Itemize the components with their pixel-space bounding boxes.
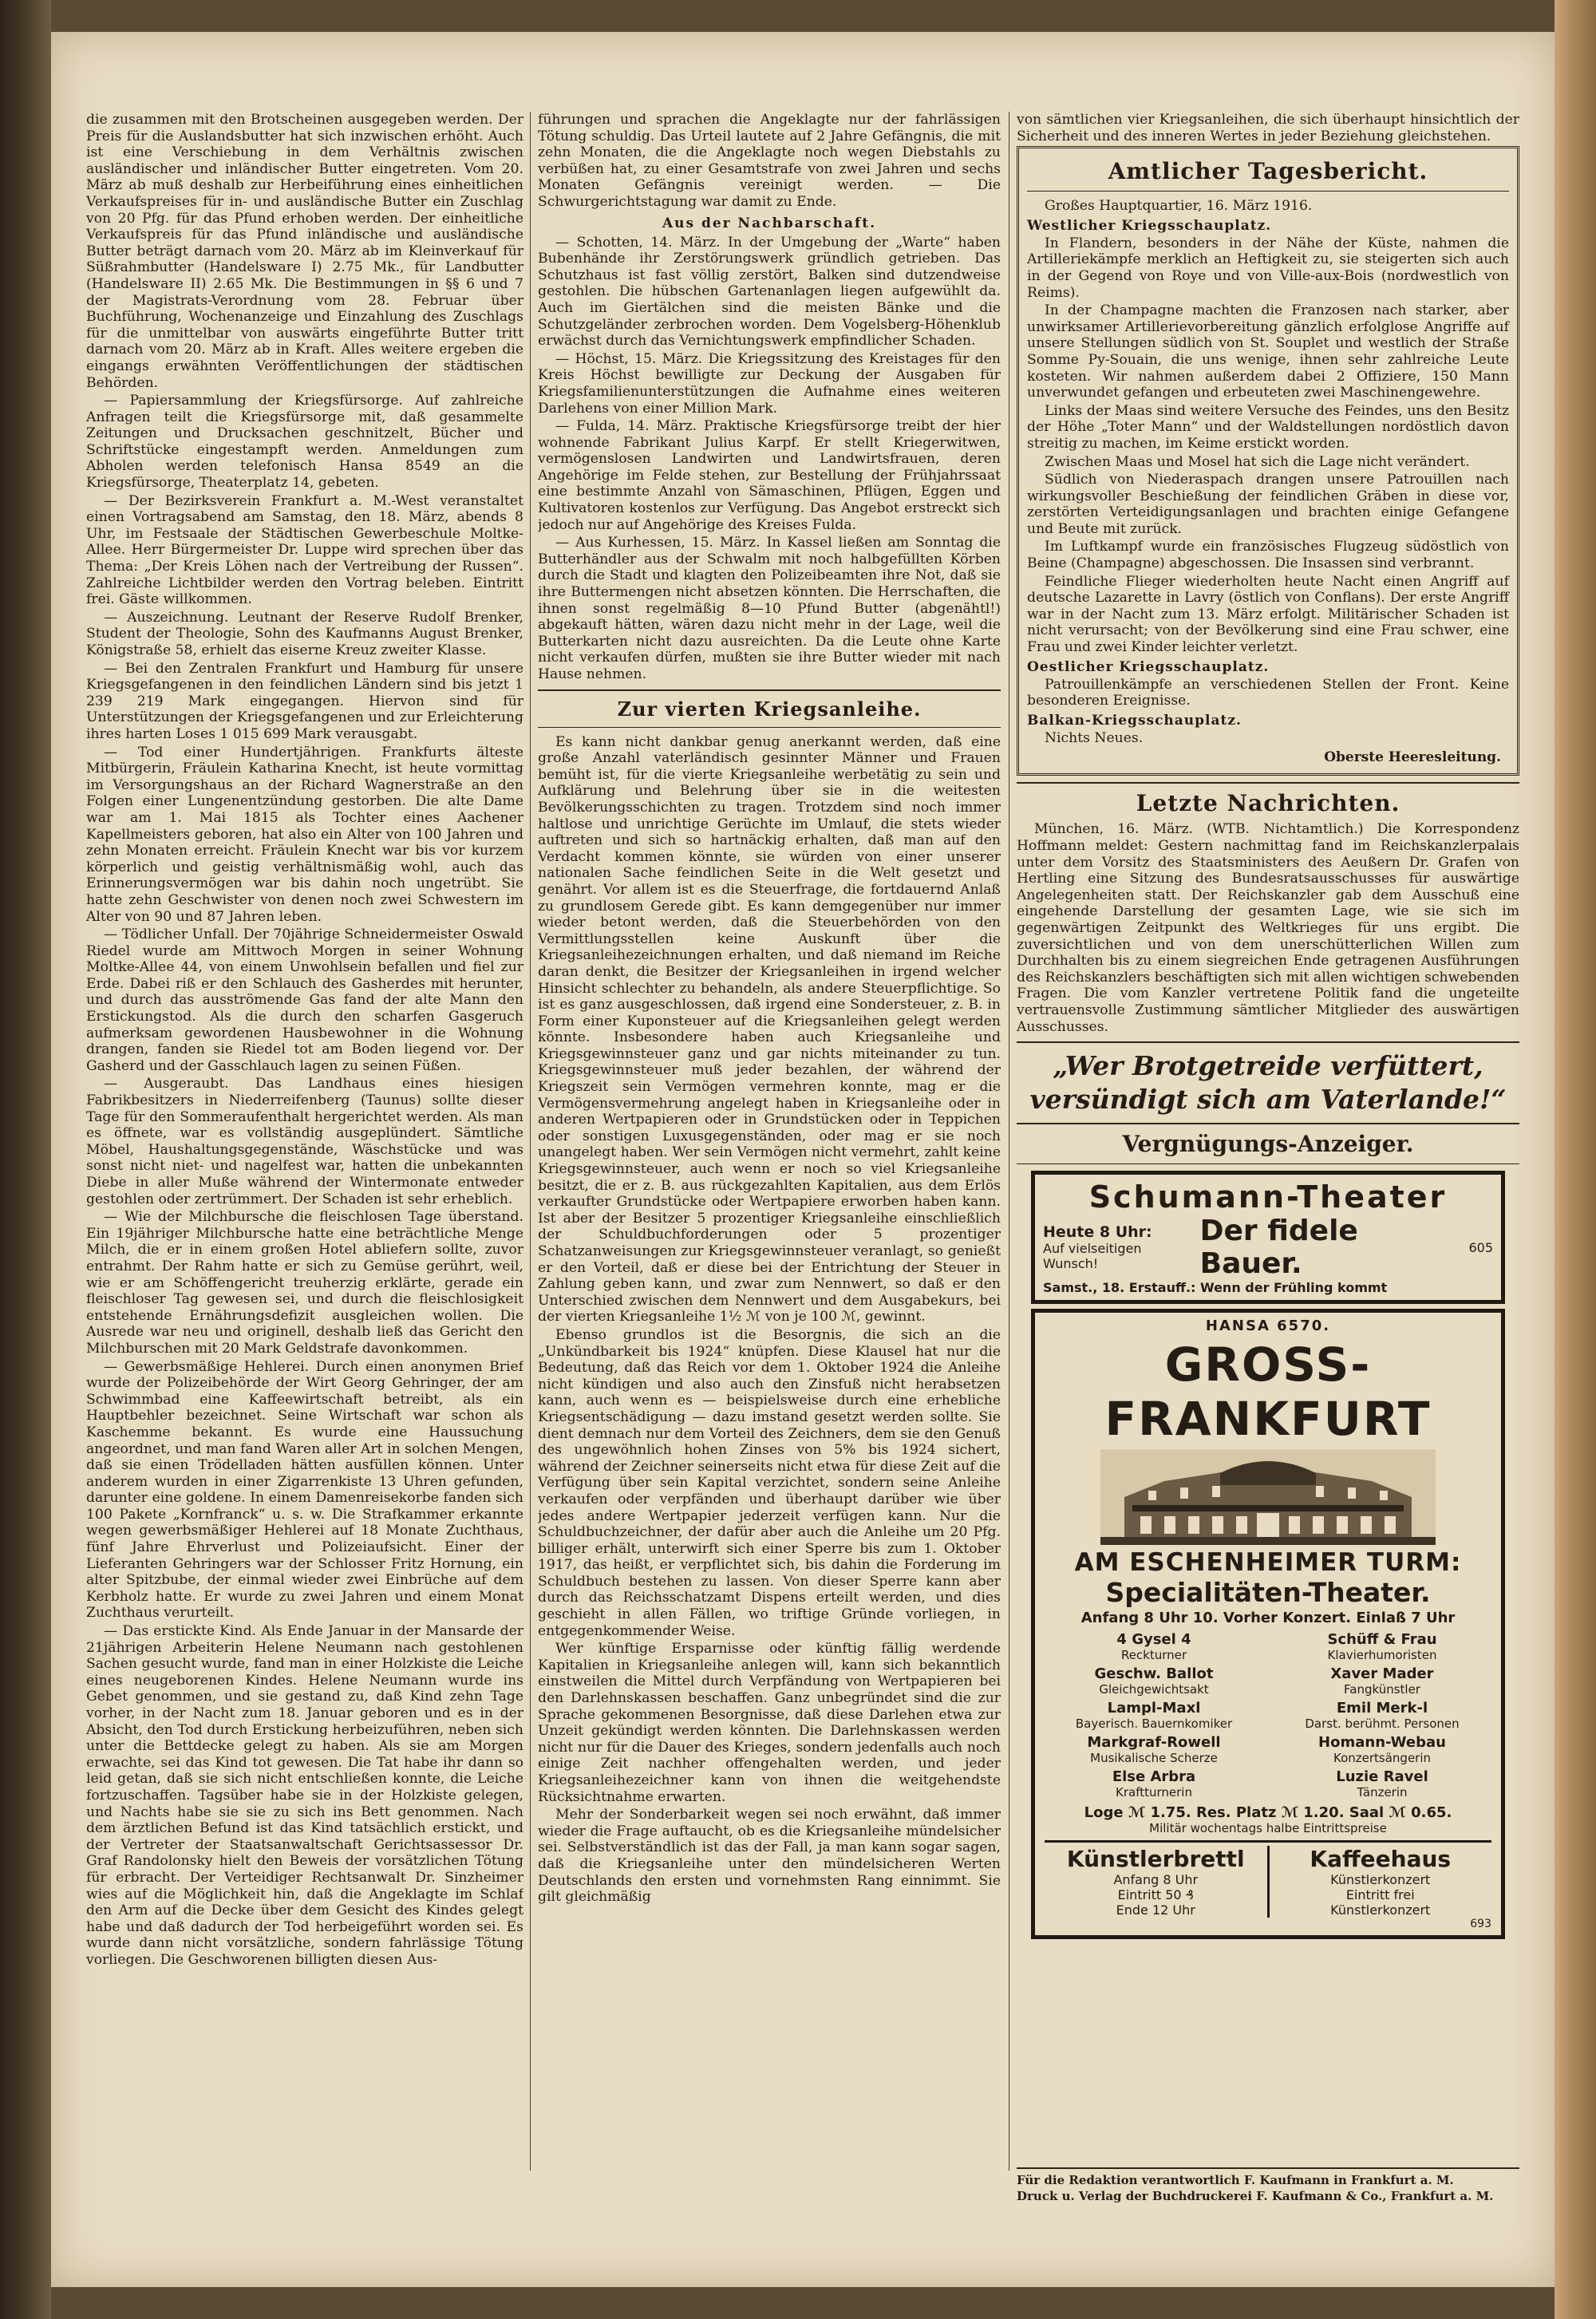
- book-binding: [0, 0, 51, 2319]
- ad-gf-times: Anfang 8 Uhr 10. Vorher Konzert. Einlaß 7 Uhr: [1080, 1610, 1456, 1627]
- ad-gf-prices: Loge ℳ 1.75. Res. Platz ℳ 1.20. Saal ℳ 0.65.: [1084, 1804, 1452, 1822]
- article-papiersammlung: — Papiersammlung der Kriegsfürsorge. Auf zahlreiche Anfragen teilt die Kriegsfürsorge mit, daß gesammelte Zeitungen und Drucksachen geschnitzelt, Bücher und Schriftstücke eingestampft werden. Anmeldungen zum Abholen werden telefonisch Hansa 8549 an die Kriegsfürsorge, Theaterplatz 14, gebeten.: [86, 393, 523, 492]
- ad-gf-kaffeehaus: [1267, 1846, 1492, 1918]
- column-rule-1: [530, 112, 531, 2171]
- act: [1045, 1665, 1263, 1697]
- heading-oestlich: Oestlicher Kriegsschauplatz.: [1027, 658, 1270, 675]
- tagesbericht-dateline: Großes Hauptquartier, 16. März 1916.: [1045, 198, 1313, 215]
- divider: [1017, 782, 1519, 784]
- divider: [538, 689, 1001, 691]
- theater-building-image: [1045, 1449, 1491, 1545]
- brettl-l3: Ende 12 Uhr: [1116, 1902, 1195, 1918]
- ad-gf-title: Specialitäten-Theater.: [1105, 1577, 1431, 1609]
- imprint-line-1: Für die Redaktion verantwortlich F. Kaufmann in Frankfurt a. M.: [1017, 2173, 1454, 2187]
- west-4: Zwischen Maas und Mosel hat sich die Lage nicht verändert.: [1045, 453, 1470, 470]
- act-desc: Fangkünstler: [1344, 1682, 1420, 1697]
- act-desc: Bayerisch. Bauernkomiker: [1075, 1717, 1233, 1732]
- west-1: In Flandern, besonders in der Nähe der Küste, nahmen die Artilleriekämpfe merklich an Heftigkeit zu, sie steigerten sich auch in der Gegend von Roye und von Ville-aux-Bois (nordwestlich von Reims).: [1027, 235, 1509, 301]
- balkan-text: Nichts Neues.: [1045, 729, 1144, 746]
- article-unfall: — Tödlicher Unfall. Der 70jährige Schneidermeister Oswald Riedel wurde am Mittwoch Morgen in seiner Wohnung Moltke-Allee 44, von einem Unwohlsein befallen und fiel zur Erde. Dabei riß er den Schlauch des Gasherdes mit herunter, und durch das ausströmende Gas fand der alte Mann den Erstickungstod. Als die durch den scharfen Gasgeruch aufmerksam gewordenen Hausbewohner in die Wohnung drangen, fanden sie Riedel tot am Boden liegend vor. Der Gasherd und der Gasschlauch lagen zu seinen Füßen.: [86, 926, 523, 1074]
- heading-westlich: Westlicher Kriegsschauplatz.: [1027, 217, 1272, 234]
- ad-gf-brettl: [1045, 1846, 1267, 1918]
- imprint: [1017, 2167, 1519, 2204]
- act-name: Emil Merk-l: [1336, 1700, 1428, 1717]
- article-bezirksverein: — Der Bezirksverein Frankfurt a. M.-West veranstaltet einen Vortragsabend am Samstag, den 18. März, abends 8 Uhr, im Festsaale der Städtischen Gewerbeschule Moltke-Allee. Herr Bürgermeister Dr. Luppe wird sprechen über das Thema: „Der Kreis Löhen nach der Vertreibung der Russen“. Zahlreiche Lichtbilder werden den Vortrag beleben. Eintritt frei. Gäste willkommen.: [86, 492, 523, 608]
- column-3: [1017, 112, 1519, 2171]
- heading-kriegsanleihe: Zur vierten Kriegsanleihe.: [617, 697, 922, 721]
- heading-tagesbericht: Amtlicher Tagesbericht.: [1108, 158, 1428, 185]
- west-6: Im Luftkampf wurde ein französisches Flugzeug südöstlich von Beine (Champagne) abgeschossen. Die Insassen sind verbrannt.: [1027, 539, 1509, 572]
- article-anleihe-3: Wer künftige Ersparnisse oder künftig fällig werdende Kapitalien in Kriegsanleihe anlegen will, kann sich bekanntlich einstweilen die Mittel durch Verpfändung von Wertpapieren bei den Darlehnskassen beschaffen. Ganz unbegründet sind die zur Sprache gekommenen Besorgnisse, daß diese Darlehen etwa zur Unzeit gekündigt werden könnten. Die Darlehnskassen werden nicht nur für die Dauer des Krieges, sondern jedenfalls auch noch einige Zeit nachher offengehalten werden, und jeder Kriegsanleihezeichner kann von ihnen die weitgehendste Rücksichtnahme erwarten.: [538, 1641, 1001, 1805]
- west-7: Feindliche Flieger wiederholten heute Nacht einen Angriff auf deutsche Lazarette in Lavry (östlich von Conflans). Der erste Angriff war in der Nacht zum 13. März erfolgt. Militärischer Schaden ist nicht verursacht; von der Bevölkerung sind eine Frau schwer, eine Frau und zwei Kinder leichter verletzt.: [1027, 573, 1509, 656]
- article-milchbursche: — Wie der Milchbursche die fleischlosen Tage überstand. Ein 19jähriger Milchbursche hatte eine beträchtliche Menge Milch, die er in einem großen Hotel abliefern sollte, zuvor entrahmt. Der Rahm hatte er sich zu Gemüse gerührt, weil, wie er am Schöffengericht treuherzig erklärte, gerade ein fleischloser Tag gewesen sei, und durch die fleischlosigkeit entstehende Ernährungsdefizit ausgleichen wollen. Die Ausrede war neu und originell, deshalb ließ das Gericht den Milchburschen mit 20 Mark Geldstrafe davonkommen.: [86, 1209, 523, 1357]
- tagesbericht-box: [1017, 146, 1519, 776]
- kaffeehaus-l3: Künstlerkonzert: [1330, 1902, 1431, 1918]
- article-ausgeraubt: — Ausgeraubt. Das Landhaus eines hiesigen Fabrikbesitzers in Niederreifenberg (Taunus) sollte dieser Tage für den Sommeraufenthalt hergerichtet werden. Als man es öffnete, war es vollständig ausgeplündert. Sämtliche Möbel, Haushaltungsgegenstände, Wäschstücke und was sonst nicht niet- und nagelfest war, hatten die unbekannten Diebe in aller Muße während der Wintermonate entweder gestohlen oder zertrümmert. Der Schaden ist sehr erheblich.: [86, 1076, 523, 1207]
- kaffeehaus-title: Kaffeehaus: [1310, 1846, 1452, 1873]
- act-desc: Klavierhumoristen: [1327, 1648, 1437, 1663]
- ad-gf-phone: HANSA 6570.: [1205, 1318, 1331, 1335]
- brettl-l2: Eintritt 50 ₰: [1117, 1887, 1194, 1903]
- ad-schumann-time: Heute 8 Uhr:: [1043, 1223, 1152, 1242]
- act-desc: Darst. berühmt. Personen: [1305, 1717, 1460, 1732]
- ad-schumann-play: Der fidele Bauer.: [1199, 1215, 1358, 1281]
- article-letzte: München, 16. März. (WTB. Nichtamtlich.) Die Korrespondenz Hoffmann meldet: Gestern nachmittag fand im Reichskanzlerpalais unter dem Vorsitz des Staatsministers des Aeußern Dr. Grafen von Hertling eine Sitzung des Bundesratsausschusses für auswärtige Angelegenheiten statt. Der Reichskanzler gab dem Ausschuß eine eingehende Darstellung der gesamten Lage, wie sie sich im gegenwärtigen Zeitpunkt des Weltkrieges für uns ergibt. Die zuversichtlichen und von dem unerschütterlichen Willen zum Durchhalten bis zu einem siegreichen Ende getragenen Ausführungen des Reichskanzlers beschäftigten sich mit allen wichtigen schwebenden Fragen. Die vom Kanzler vertretene Politik fand die ungeteilte vertrauensvolle Zustimmung sämtlicher Mitglieder des auswärtigen Ausschusses.: [1017, 821, 1519, 1035]
- act-name: Lampl-Maxl: [1107, 1700, 1201, 1717]
- kaffeehaus-l1: Künstlerkonzert: [1330, 1872, 1431, 1888]
- west-2: In der Champagne machten die Franzosen nach starker, aber unwirksamer Artillerievorbereitung gänzlich erfolglose Angriffe auf unsere Stellungen südlich von St. Souplet und westlich der Straße Somme Py-Souain, die uns wenige, ihnen sehr zahlreiche Leute kosteten. Wir nahmen außerdem dabei 2 Offiziere, 150 Mann unverwundet gefangen und erbeuteten zwei Maschinengewehre.: [1027, 302, 1509, 401]
- act: [1045, 1631, 1263, 1662]
- kaffeehaus-l2: Eintritt frei: [1345, 1887, 1415, 1903]
- act-desc: Reckturner: [1120, 1648, 1187, 1663]
- divider: [1017, 1163, 1519, 1164]
- act-desc: Kraftturnerin: [1116, 1785, 1192, 1800]
- ad-gf-name: GROSS-FRANKFURT: [1104, 1337, 1432, 1447]
- ad-gf-acts: [1045, 1631, 1491, 1799]
- ad-gf-code: 693: [1470, 1918, 1491, 1931]
- imprint-line-2: Druck u. Verlag der Buchdruckerei F. Kaufmann & Co., Frankfurt a. M.: [1017, 2189, 1494, 2203]
- newspaper-page: [51, 32, 1555, 2287]
- act: [1273, 1700, 1491, 1731]
- ad-gross-frankfurt: [1031, 1309, 1505, 1939]
- act: [1045, 1700, 1263, 1731]
- divider: [1017, 1123, 1519, 1124]
- article-hehlerei: — Gewerbsmäßige Hehlerei. Durch einen anonymen Brief wurde der Polizeibehörde der Wirt Georg Gehringer, der am Schwimmbad eine Kaffeewirtschaft betreibt, als ein Hauptbehler bezeichnet. Seine Wirtschaft war schon als Kaschemme bekannt. Es wurde eine Haussuchung angeordnet, und man fand Waren aller Art in solchen Mengen, daß sie einen Trödelladen hätten ausfüllen können. Unter anderem wurden in einer Zigarrenkiste 13 Uhren gefunden, darunter eine goldene. In einem Damenreisekorbe fanden sich 100 Pakete „Kornfranck“ u. s. w. Die Strafkammer erkannte wegen gewerbsmäßiger Hehlerei auf 18 Monate Zuchthaus, fünf Jahre Ehrverlust und Polizeiaufsicht. Einer der Lieferanten Gehringers war der Schlosser Fritz Hornung, ein alter Spitzbube, der einmal wieder zwei Einbrüche auf dem Kerbholz hatte. Er wurde zu zwei Jahren und einem Monat Zuchthaus verurteilt.: [86, 1358, 523, 1622]
- west-5: Südlich von Niederaspach drangen unsere Patrouillen nach wirkungsvoller Beschießung der feindlichen Gräben in diese vor, zerstörten Verteidigungsanlagen und brachten einige Gefangene und Beute mit zurück.: [1027, 472, 1509, 537]
- ad-schumann-row: [1043, 1215, 1493, 1280]
- article-schotten: — Schotten, 14. März. In der Umgebung der „Warte“ haben Bubenhände ihr Zerstörungswerk gründlich getrieben. Das Schutzhaus ist fast völlig zerstört, Balken sind dutzendweise gestohlen. Die hübschen Gartenanlagen liegen aufgewühlt da. Auch im Giertälchen sind die meisten Bänke und die Schutzgeländer zerbrochen worden. Dem Vogelsberg-Höhenklub erwächst durch das Vernichtungswerk empfindlicher Schaden.: [538, 234, 1001, 350]
- slogan-brotgetreide: „Wer Brotgetreide verfüttert, versündigt sich am Vaterlande!“: [1029, 1050, 1507, 1116]
- heading-vergnuegungs-anzeiger: Vergnügungs-Anzeiger.: [1122, 1131, 1414, 1158]
- signature: Oberste Heeresleitung.: [1324, 749, 1501, 766]
- article-hundertjaehrige: — Tod einer Hundertjährigen. Frankfurts älteste Mitbürgerin, Fräulein Katharina Knecht, ist heute vormittag im Versorgungshaus an der Richard Wagnerstraße an den Folgen einer Lungenentzündung gestorben. Die alte Dame war am 1. Mai 1815 als Tochter eines Aachener Kapellmeisters geboren, hat also ein Alter von 100 Jahren und zehn Monaten erreicht. Fräulein Knecht war bis vor kurzem körperlich und geistig verhältnismäßig wohl, auch das Erinnerungsvermögen war bis dahin noch ungetrübt. Sie hatte zehn Geschwister von denen noch zwei Schwestern im Alter von 90 und 87 Jahren leben.: [86, 744, 523, 925]
- heading-balkan: Balkan-Kriegsschauplatz.: [1027, 712, 1242, 729]
- article-hoechst: — Höchst, 15. März. Die Kriegssitzung des Kreistages für den Kreis Höchst bewilligte zur Deckung der Ausgaben für Kriegsfamilienunterstützungen die Aufnahme eines weiteren Darlehens von einer Million Mark.: [538, 350, 1001, 417]
- west-3: Links der Maas sind weitere Versuche des Feindes, uns den Besitz der Höhe „Toter Mann“ und der Waldstellungen nordöstlich davon streitig zu machen, im Keime erstickt worden.: [1027, 402, 1509, 452]
- column-1: [86, 112, 523, 2171]
- act-name: Schüff & Frau: [1327, 1631, 1437, 1649]
- act: [1273, 1631, 1491, 1662]
- act: [1273, 1665, 1491, 1697]
- column-2: [538, 112, 1001, 2171]
- ad-schumann-left: [1043, 1223, 1200, 1271]
- ad-gf-military: Militär wochentags halbe Eintrittspreise: [1149, 1821, 1387, 1836]
- article-fulda: — Fulda, 14. März. Praktische Kriegsfürsorge treibt der hier wohnende Fabrikant Julius Karpf. Er stellt Kriegerwitwen, vermögenslosen Landwirten und Landwirtsfrauen, deren Angehörige im Felde stehen, zur Bestellung der Frühjahrssaat eine bestimmte Anzahl von Sämaschinen, Pflügen, Eggen und Kultivatoren kostenlos zur Verfügung. Das Angebot erstreckt sich jedoch nur auf Angehörige des Kreises Fulda.: [538, 418, 1001, 533]
- article-auszeichnung: — Auszeichnung. Leutnant der Reserve Rudolf Brenker, Student der Theologie, Sohn des Kaufmanns August Brenker, Königstraße 58, erhielt das eiserne Kreuz zweiter Klasse.: [86, 609, 523, 658]
- act-name: Else Arbra: [1112, 1768, 1196, 1786]
- divider: [1027, 191, 1509, 192]
- heading-nachbarschaft: Aus der Nachbarschaft.: [662, 215, 877, 231]
- act-desc: Konzertsängerin: [1333, 1751, 1432, 1766]
- act-name: Homann-Webau: [1318, 1734, 1446, 1752]
- page-edge: [1555, 0, 1596, 2319]
- act: [1045, 1734, 1263, 1765]
- article-erstickte-kind: — Das erstickte Kind. Als Ende Januar in der Mansarde der 21jährigen Arbeiterin Helene Neumann nach gestohlenen Sachen gesucht wurde, fand man in einer Holzkiste die Leiche eines neugeborenen Kindes. Helene Neumann wurde ins Gebet genommen, und sie gestand zu, daß Kind zehn Tage vorher, in der Nacht zum 18. Januar geboren und es in der Absicht, den Tod durch Erstickung herbeizuführen, neben sich unter die Bettdecke gelegt zu haben. Als sie am Morgen erwachte, sei das Kind tot gewesen. Die Tat habe ihr dann so leid getan, daß sie sich nicht entschließen konnte, die Leiche fortzuschaffen. Tagsüber habe sie in der Holzkiste gelegen, und Nachts habe sie sie zu sich ins Bett genommen. Nach dem ärztlichen Befund ist das Kind tatsächlich erstickt, und der Vertreter der Staatsanwaltschaft Gerichtsassessor Dr. Graf Randolonsky hielt den Beweis der vorsätzlichen Tötung für erbracht. Der Verteidiger Rechtsanwalt Dr. Sinzheimer wies auf die Möglichkeit hin, daß die Angeklagte im Schlaf den Arm auf die Decke über dem Gesicht des Kindes gelegt habe und daß dadurch der Tod herbeigeführt worden sei. Es wurde dann nicht vorsätzliche, sondern fahrlässige Tötung vorliegen. Die Geschworenen billigten diesen Aus-: [86, 1623, 523, 1968]
- divider: [1017, 1041, 1519, 1043]
- act-name: Xaver Mader: [1330, 1665, 1434, 1683]
- act: [1273, 1734, 1491, 1765]
- act-desc: Gleichgewichtsakt: [1099, 1682, 1209, 1697]
- article-butter: die zusammen mit den Brotscheinen ausgegeben werden. Der Preis für die Auslandsbutter hat sich inzwischen erhöht. Auch ist eine Verschiebung in dem Verhältnis zwischen ausländischer und inländischer Butter eingetreten. Vom 20. März ab muß deshalb zur Herbeiführung eines einheitlichen Verkaufspreises für in- und ausländische Butter ein Zuschlag von 20 Pfg. für das Pfund erhoben werden. Der einheitliche Verkaufspreis für das Pfund inländische und ausländische Butter beträgt darnach vom 20. März ab im Kleinverkauf für Süßrahmbutter (Handelsware I) 2.75 Mk., für Landbutter (Handelsware II) 2.65 Mk. Die Bestimmungen in §§ 6 und 7 der Magistrats-Verordnung vom 28. Februar über Buchführung, Wochenanzeige und Einzahlung des Zuschlags für die unmittelbar von auswärts eingeführte Butter tritt darnach vom 20. März ab in Kraft. Alles weitere ergeben die eingangs erwähnten Veröffentlichungen der städtischen Behörden.: [86, 112, 523, 391]
- ad-schumann-next: Samst., 18. Erstauff.: Wenn der Frühling kommt: [1043, 1280, 1388, 1296]
- article-kurhessen: — Aus Kurhessen, 15. März. In Kassel ließen am Sonntag die Butterhändler aus der Schwalm mit noch halbgefüllten Körben durch die Stadt und klagten den Polizeibeamten ihre Not, daß sie ihre Buttermengen nicht absetzen könnten. Die Herrschaften, die ihnen sonst regelmäßig 8—10 Pfund Butter (abgenähtl!) abgekauft hätten, wären dazu nicht mehr in der Lage, weil die Butterkarten nicht dazu ausreichten. Da die Leute ohne Karte nicht verkaufen dürfen, mußten sie ihre Butter wieder mit nach Hause nehmen.: [538, 535, 1001, 682]
- ad-schumann-request: Auf vielseitigen Wunsch!: [1043, 1241, 1142, 1272]
- ad-schumann-theater: [1031, 1171, 1505, 1304]
- article-urteil: führungen und sprachen die Angeklagte nur der fahrlässigen Tötung schuldig. Das Urteil lautete auf 2 Jahre Gefängnis, die mit zehn Monaten, die die Angeklagte noch wegen Diebstahls zu verbüßen hat, zu einer Gesamtstrafe von zwei Jahren und sechs Monaten Gefängnis vereinigt werden. — Die Schwurgerichtstagung war damit zu Ende.: [538, 112, 1001, 210]
- act-name: Luzie Ravel: [1336, 1768, 1428, 1786]
- heading-letzte-nachrichten: Letzte Nachrichten.: [1136, 790, 1400, 817]
- article-anleihe-1: Es kann nicht dankbar genug anerkannt werden, daß eine große Anzahl vaterländisch gesinnter Männer und Frauen bemüht ist, für die vierte Kriegsanleihe werbetätig zu sein und Aufklärung und Belehrung über sie in die weitesten Bevölkerungsschichten zu tragen. Trotzdem sind noch immer haltlose und unrichtige Gerüchte im Umlauf, die stets wieder auftreten und sich so hartnäckig erhalten, daß man auf den Verdacht kommen könnte, sie würden von einer unserer nationalen Sache feindlichen Seite in die Welt gesetzt und genährt. Vor allem ist es die Steuerfrage, die fortdauernd Anlaß zu grundlosem Gerede gibt. Es kann demgegenüber nur immer wieder betont werden, daß die Steuerbehörden von den Vermittlungsstellen keine Auskunft über die Kriegsanleihezeichnungen erhalten, und daß niemand im Reiche daran denkt, die Besitzer der Kriegsanleihen in irgend welcher Hinsicht schlechter zu behandeln, als andere Steuerpflichtige. So ist es ganz ausgeschlossen, daß irgend eine Sondersteuer, z. B. in Form einer Kuponsteuer auf die Kriegsanleihen gelegt werden könnte. Insbesondere haben auch Kriegsanleihe und Kriegsgewinnsteuer ganz und gar nichts miteinander zu tun. Kriegsgewinnsteuer muß jeder bezahlen, der während der Kriegszeit sein Vermögen vermehren konnte, mag er die Vermögensvermehrung angelegt haben in Kriegsanleihe oder in anderen Wertpapieren oder in Grundstücken oder in Teppichen oder sonstigen Luxusgegenständen, oder mag er sie noch unangelegt haben. Wer sein Vermögen nicht vermehrt, zahlt keine Kriegsgewinnsteuer, auch wenn er noch so viel Kriegsanleihe besitzt, die er z. B. aus rückgezahlten Kapitalien, aus dem Erlös verkaufter Grundstücke oder Wertpapiere erworben haben kann. Ist aber der Besitzer 5 prozentiger Kriegsanleihe einschließlich der Schuldbuchforderungen oder 5 prozentiger Schatzanweisungen zur Kriegsgewinnsteuer veranlagt, so genießt er den Vorteil, daß er diese bei der Entrichtung der Steuer in Zahlung geben kann, und zwar zum Nennwert, so daß er den Unterschied zwischen dem Nennwert und dem Ausgabekurs, bei der vierten Kriegsanleihe 1½ ℳ von je 100 ℳ, gewinnt.: [538, 733, 1001, 1325]
- divider: [538, 727, 1001, 728]
- ad-schumann-code: 605: [1468, 1239, 1493, 1255]
- brettl-l1: Anfang 8 Uhr: [1113, 1872, 1199, 1888]
- ad-gf-location: AM ESCHENHEIMER TURM:: [1074, 1548, 1462, 1578]
- act-name: Geschw. Ballot: [1094, 1665, 1214, 1683]
- article-kriegsgefangene: — Bei den Zentralen Frankfurt und Hamburg für unsere Kriegsgefangenen in den feindlichen Ländern sind bis jetzt 1 239 219 Mark eingegangen. Hiervon sind für Unterstützungen der Kriegsgefangenen und zur Erleichterung ihres harten Loses 1 015 699 Mark verausgabt.: [86, 660, 523, 742]
- brettl-title: Künstlerbrettl: [1066, 1846, 1245, 1873]
- act-desc: Musikalische Scherze: [1090, 1751, 1218, 1766]
- theater-building-icon: [1100, 1449, 1436, 1545]
- act: [1273, 1768, 1491, 1799]
- act-name: 4 Gysel 4: [1116, 1631, 1191, 1649]
- ost-text: Patrouillenkämpfe an verschiedenen Stellen der Front. Keine besonderen Ereignisse.: [1027, 676, 1509, 709]
- act: [1045, 1768, 1263, 1799]
- act-desc: Tänzerin: [1357, 1785, 1408, 1800]
- article-anleihe-2: Ebenso grundlos ist die Besorgnis, die sich an die „Unkündbarkeit bis 1924“ knüpfen. Diese Klausel hat nur die Bedeutung, daß das Reich vor dem 1. Oktober 1924 die Anleihe nicht kündigen und also auch den Zinsfuß nicht herabsetzen kann, auch wenn es — beispielsweise durch eine erhebliche Kriegsentschädigung — dazu imstand gesetzt werden sollte. Sie dient demnach nur dem Vorteil des Zeichners, dem sie den Genuß des ungewöhnlich hohen Zinses von 5% bis 1924 sichert, während der Zeichner seinerseits nicht etwa für diese Zeit auf die Verfügung über sein Kapital verzichtet, sondern seine Anleihe verkaufen oder verpfänden und überhaupt darüber wie über jedes andere Wertpapier jederzeit verfügen kann. Nur die Schuldbuchzeichner, der dafür aber auch die Anleihe um 20 Pfg. billiger erhält, unterwirft sich einer Sperre bis zum 1. Oktober 1917, das heißt, er verpflichtet sich, bis dahin die Forderung im Schuldbuch bestehen zu lassen. Von dieser Sperre kann aber durch das Reichsschatzamt Dispens erteilt werden, und dies geschieht in allen Fällen, wo triftige Gründe vorliegen, in entgegenkommender Weise.: [538, 1326, 1001, 1639]
- ad-schumann-name: Schumann-Theater: [1088, 1179, 1448, 1215]
- article-anleihe-4: Mehr der Sonderbarkeit wegen sei noch erwähnt, daß immer wieder die Frage auftaucht, ob es die Kriegsanleihe mündelsicher sei. Selbstverständlich ist das der Fall, ja man kann sogar sagen, daß die Kriegsanleihe unter den mündelsicheren Werten Deutschlands den ersten und vornehmsten Rang einnimmt. Sie gilt gleichmäßig: [538, 1807, 1001, 1906]
- article-anleihe-end: von sämtlichen vier Kriegsanleihen, die sich überhaupt hinsichtlich der Sicherheit und des inneren Wertes in jeder Beziehung gleichstehen.: [1017, 112, 1519, 144]
- act-name: Markgraf-Rowell: [1087, 1734, 1221, 1752]
- ad-gf-bottom: [1045, 1840, 1491, 1918]
